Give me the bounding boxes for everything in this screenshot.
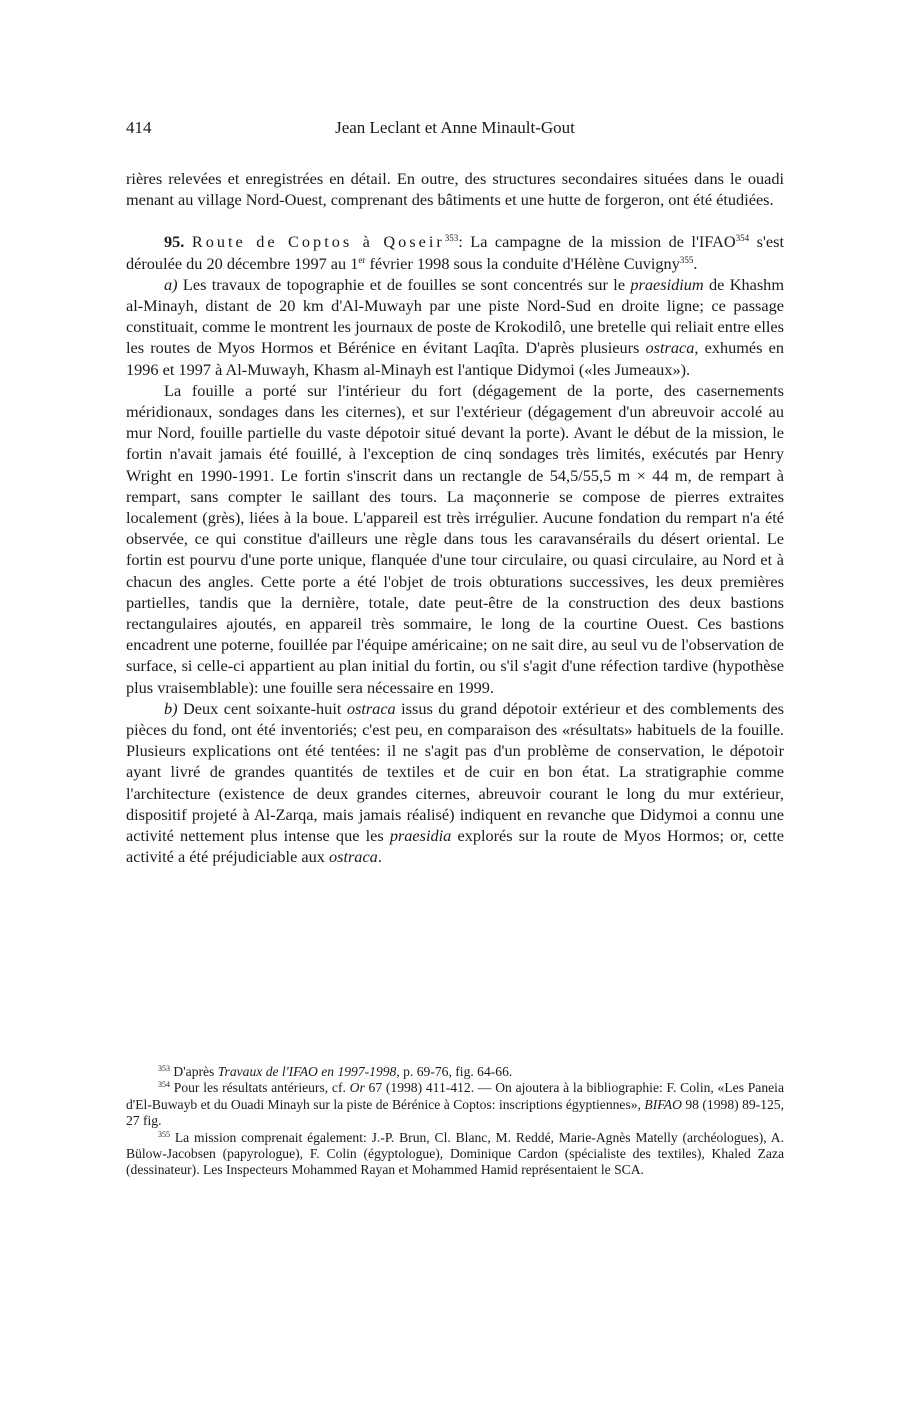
- page-number: 414: [126, 118, 152, 137]
- italic-term: praesidium: [630, 274, 704, 294]
- footnote-ref[interactable]: 354: [735, 233, 750, 244]
- running-title: Jean Leclant et Anne Minault-Gout: [335, 118, 575, 137]
- body-text: [126, 168, 784, 868]
- text-run: La mission comprenait également: J.-P. Brun, Cl. Blanc, M. Reddé, Marie-Agnès Matelly (archéologues), A. Bülow-Jacobsen (papyrologue), F. Colin (égyptologue), Dominique Cardon (spécialiste des textiles), Khaled Zaza (dessinateur). Les Inspecteurs Mohammed Rayan et Mohammed Hamid représentaient le SCA.: [126, 1129, 784, 1178]
- paragraph-continuation: rières relevées et enregistrées en détail. En outre, des structures secondaires situées dans le ouadi menant au village Nord-Ouest, comprenant des bâtiments et une hutte de forgeron, ont été étudiées.: [126, 169, 784, 210]
- text-run: : La campagne de la mission de l'IFAO: [458, 232, 736, 252]
- italic-title: Or: [349, 1080, 365, 1096]
- paragraph-b: [126, 698, 784, 868]
- page-header: [126, 118, 784, 142]
- text-run: s'est déroulée du 20 décembre 1997 au 1: [126, 232, 785, 273]
- footnotes: [126, 1064, 784, 1179]
- text-run: issus du grand dépotoir extérieur et des comblements des pièces du fond, ont été inventoriés; c'est peu, en comparaison des «résultats» habituels de la fouille. Plusieurs explications ont été tentées: il ne s'agit pas d'un problème de conservation, le dépotoir ayant livré de grandes quantités de textiles et de cuir en bon état. La stratigraphie comme l'architecture (existence de deux grandes citernes, abreuvoir courant le long du mur extérieur, dispositif projeté à Al-Zarqa, mais jamais réalisé) indiquent en revanche que Didymoi a connu une activité nettement plus intense que les: [126, 698, 785, 846]
- paragraph-fouille: La fouille a porté sur l'intérieur du fort (dégagement de la porte, des casernements méridionaux, sondages dans les citernes), et sur l'extérieur (dégagement d'un abreuvoir accolé au mur Nord, fouille partielle du vaste dépotoir situé devant la porte). Avant le début de la mission, le fortin n'avait jamais été fouillé, à l'exception de cinq sondages très limités, exécutés par Henry Wright en 1990-1991. Le fortin s'inscrit dans un rectangle de 54,5/55,5 m × 44 m, de rempart à rempart, sans compter le saillant des tours. La maçonnerie se compose de pierres extraites localement (grès), liées à la boue. L'appareil est très irrégulier. Aucune fondation du rempart n'a été observée, ce qui constitue d'ailleurs une règle dans tous les caravansérails du désert oriental. Le fortin est pourvu d'une porte unique, flanquée d'une tour circulaire, ou quasi circulaire, au Nord et à chacun des angles. Cette porte a été l'objet de trois obturations successives, les deux premières partielles, tandis que la dernière, totale, date peut-être de la construction des deux bastions rectangulaires ajoutés, en appareil très sommaire, le long de la courtine Ouest. Ces bastions encadrent une poterne, fouillée par l'équipe américaine; on ne sait dire, au seul vu de l'observation de surface, si celle-ci appartient au plan initial du fortin, ou s'il s'agit d'une réfection tardive (hypothèse plus vraisemblable): une fouille sera nécessaire en 1999.: [126, 380, 784, 697]
- footnote-number: 353: [158, 1064, 170, 1073]
- italic-term: ostraca: [346, 698, 396, 718]
- text-run: Deux cent soixante-huit: [177, 698, 347, 718]
- text-run: , exhumés en 1996 et 1997 à Al-Muwayh, Khasm al-Minayh est l'antique Didymoi («les Jumeaux»).: [126, 338, 784, 379]
- text-run: 98 (1998) 89-125, 27 fig.: [126, 1096, 784, 1129]
- paragraph-a: [126, 274, 784, 380]
- text-run: 67 (1998) 411-412. — On ajoutera à la bibliographie: F. Colin, «Les Paneia d'El-Buwayb et du Ouadi Minayh sur la piste de Bérénice à Coptos: inscriptions égyptiennes»,: [126, 1080, 784, 1112]
- footnote-ref[interactable]: 353: [444, 233, 459, 244]
- text-run: Pour les résultats antérieurs, cf.: [170, 1080, 350, 1096]
- item-label: b): [164, 698, 178, 718]
- text-run: explorés sur la route de Myos Hormos; or, cette activité a été préjudiciable aux: [126, 826, 784, 867]
- paragraph-95: [126, 231, 784, 273]
- ordinal-superscript: er: [358, 254, 366, 265]
- italic-title: BIFAO: [644, 1096, 682, 1112]
- italic-title: Travaux de l'IFAO en 1997-1998: [217, 1064, 397, 1079]
- item-label: a): [164, 274, 178, 294]
- footnote-number: 355: [158, 1129, 170, 1139]
- footnote-355: [126, 1130, 784, 1179]
- text-run: , p. 69-76, fig. 64-66.: [396, 1064, 513, 1079]
- footnote-ref[interactable]: 355: [679, 254, 694, 265]
- text-run: février 1998 sous la conduite d'Hélène Cuvigny: [365, 253, 680, 273]
- text-run: D'après: [170, 1064, 218, 1079]
- text-run: .: [377, 847, 382, 867]
- italic-term: praesidia: [389, 826, 452, 846]
- footnote-353: [126, 1064, 784, 1080]
- text-run: Les travaux de topographie et de fouilles se sont concentrés sur le: [177, 274, 631, 294]
- text-run: .: [693, 253, 698, 273]
- section-number: 95.: [164, 232, 185, 252]
- footnote-354: [126, 1080, 784, 1129]
- text-run: de Khashm al-Minayh, distant de 20 km d'Al-Muwayh par une piste Nord-Sud en droite ligne; ce passage constituait, comme le montrent les journaux de poste de Krokodilô, une bretelle qui reliait entre elles les routes de Myos Hormos et Bérénice en évitant Laqîta. D'après plusieurs: [126, 274, 784, 358]
- italic-term: ostraca: [645, 338, 695, 358]
- section-title: Route de Coptos à Qoseir: [191, 232, 445, 252]
- italic-term: ostraca: [328, 847, 378, 867]
- footnote-number: 354: [158, 1080, 170, 1090]
